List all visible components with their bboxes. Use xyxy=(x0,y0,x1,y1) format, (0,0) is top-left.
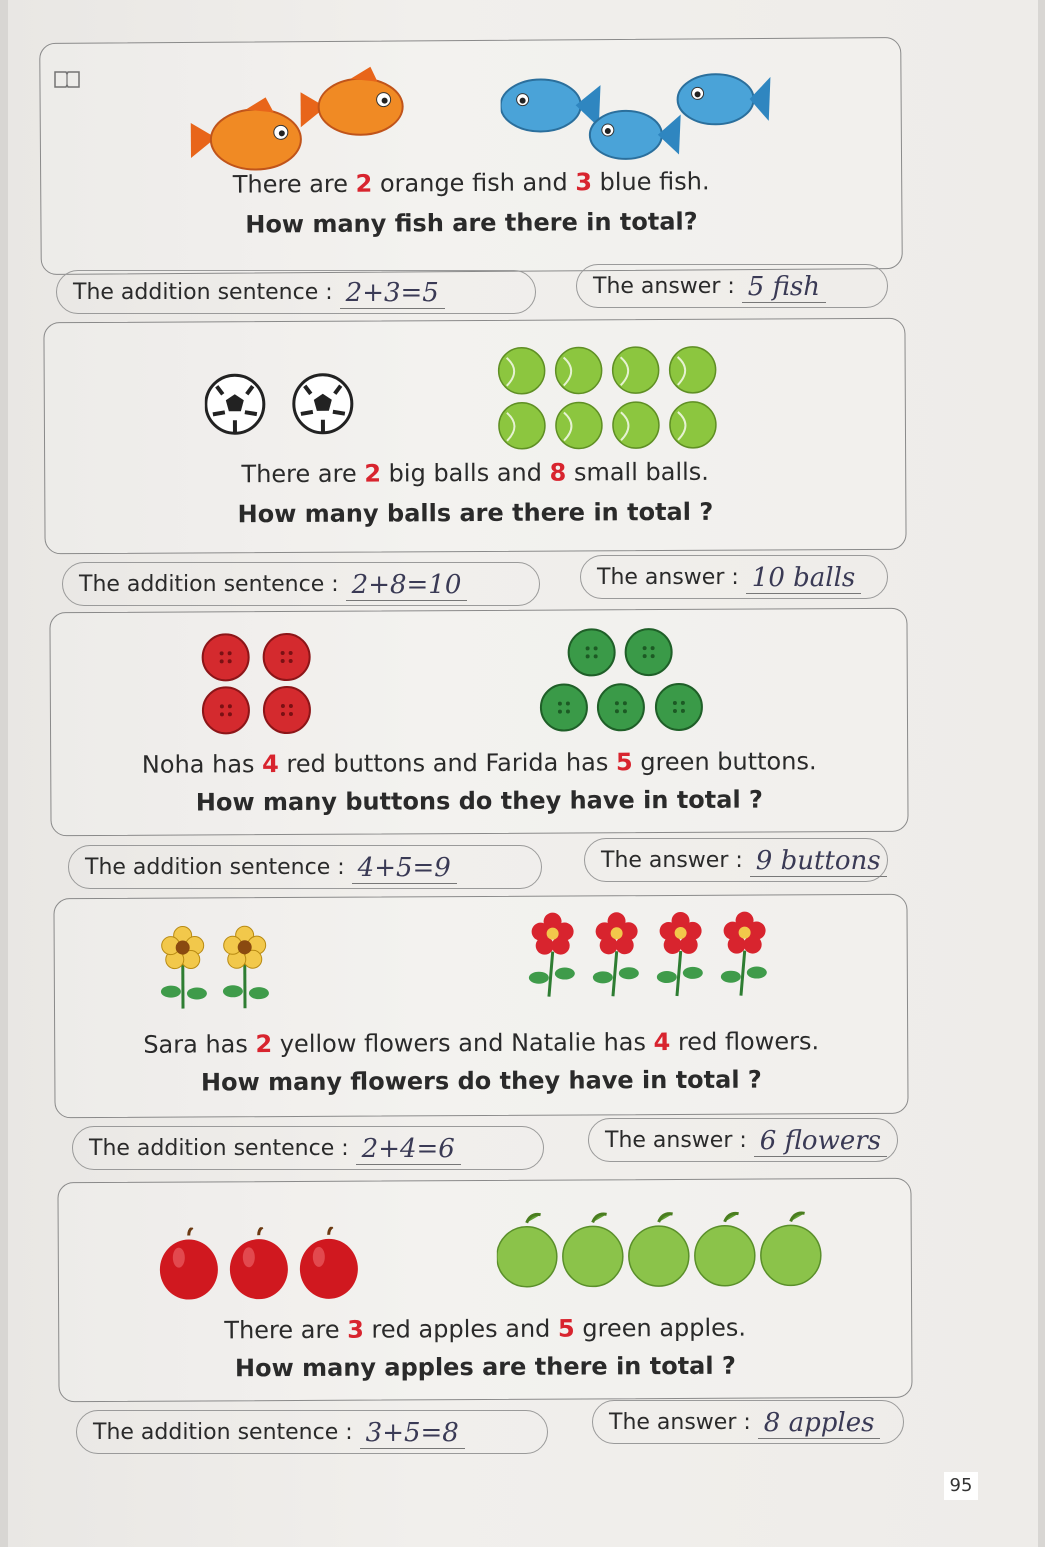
problem-statement: There are 2 orange fish and 3 blue fish. xyxy=(232,167,710,199)
problem-statement: Sara has 2 yellow flowers and Natalie has 4 red flowers. xyxy=(143,1027,820,1059)
green-apple xyxy=(629,1214,689,1287)
problem-question: How many fish are there in total? xyxy=(245,207,698,239)
red-flowers-image xyxy=(525,910,785,1001)
tennis-ball xyxy=(670,347,716,393)
red-apple xyxy=(160,1227,218,1299)
problem-question: How many balls are there in total ? xyxy=(237,497,714,529)
yellow-flower xyxy=(161,926,207,1008)
tennis-ball xyxy=(670,402,716,448)
blue-fish xyxy=(590,111,681,160)
problem-statement: There are 2 big balls and 8 small balls. xyxy=(241,457,709,489)
problem-question: How many buttons do they have in total ? xyxy=(195,785,763,817)
tennis-ball xyxy=(613,402,659,448)
tennis-balls-image xyxy=(497,345,718,451)
red-flower xyxy=(721,912,767,996)
green-button xyxy=(598,684,644,730)
red-flower xyxy=(657,912,703,996)
problem-card-apples xyxy=(57,1178,912,1402)
green-button xyxy=(569,629,615,675)
green-apple xyxy=(497,1214,557,1287)
green-apple xyxy=(761,1213,821,1286)
red-buttons-image xyxy=(201,632,317,738)
green-button xyxy=(656,684,702,730)
problem-card-buttons xyxy=(49,608,908,836)
answer-field[interactable]: The answer : 9 buttons xyxy=(584,838,888,882)
green-buttons-image xyxy=(538,625,709,736)
tennis-ball xyxy=(556,402,602,448)
answer-field[interactable]: The answer : 8 apples xyxy=(592,1400,904,1444)
answer-field[interactable]: The answer : 6 flowers xyxy=(588,1118,898,1162)
red-apples-image xyxy=(159,1227,364,1303)
orange-fish xyxy=(300,66,402,135)
handwritten-sentence: 2+3=5 xyxy=(340,278,445,309)
orange-fish xyxy=(191,97,301,170)
red-apple xyxy=(300,1227,358,1299)
problem-question: How many flowers do they have in total ? xyxy=(200,1065,762,1097)
yellow-flower xyxy=(223,926,269,1008)
addition-sentence-field[interactable]: The addition sentence : 2+8=10 xyxy=(62,562,540,606)
handwritten-answer: 5 fish xyxy=(742,272,826,303)
red-apple xyxy=(230,1227,288,1299)
green-button xyxy=(541,684,587,730)
tennis-ball xyxy=(556,347,602,393)
green-apple xyxy=(695,1213,755,1286)
problem-statement: There are 3 red apples and 5 green apples. xyxy=(224,1313,747,1345)
addition-sentence-field[interactable]: The addition sentence : 4+5=9 xyxy=(68,845,542,889)
answer-field[interactable]: The answer : 10 balls xyxy=(580,555,888,599)
workbook-page xyxy=(8,0,1038,1547)
addition-sentence-field[interactable]: The addition sentence : 3+5=8 xyxy=(76,1410,548,1454)
red-button xyxy=(264,634,310,680)
soccer-ball xyxy=(206,375,264,433)
problem-question: How many apples are there in total ? xyxy=(234,1351,736,1383)
green-apple xyxy=(563,1214,623,1287)
yellow-flowers-image xyxy=(155,923,285,1014)
orange-fish-image xyxy=(185,61,406,173)
problem-card-balls xyxy=(43,318,906,555)
blue-fish xyxy=(677,74,770,125)
handwritten-answer: 6 flowers xyxy=(754,1126,887,1157)
tennis-ball xyxy=(499,403,545,449)
addition-sentence-field[interactable]: The addition sentence : 2+4=6 xyxy=(72,1126,544,1170)
soccer-balls-image xyxy=(205,372,365,438)
handwritten-answer: 10 balls xyxy=(746,563,861,594)
red-button xyxy=(203,687,249,733)
green-button xyxy=(626,629,672,675)
tennis-ball xyxy=(499,348,545,394)
handwritten-sentence: 4+5=9 xyxy=(352,853,457,884)
problem-card-flowers xyxy=(53,894,908,1118)
red-flower xyxy=(593,912,639,996)
red-button xyxy=(264,687,310,733)
green-apples-image xyxy=(497,1209,827,1291)
soccer-ball xyxy=(294,375,352,433)
problem-statement: Noha has 4 red buttons and Farida has 5 green buttons. xyxy=(141,747,817,779)
answer-field[interactable]: The answer : 5 fish xyxy=(576,264,888,308)
handwritten-sentence: 2+8=10 xyxy=(346,570,468,601)
blue-fish-image xyxy=(500,59,771,171)
blue-fish xyxy=(500,79,600,132)
addition-sentence-field[interactable]: The addition sentence : 2+3=5 xyxy=(56,270,536,314)
handwritten-sentence: 2+4=6 xyxy=(356,1134,461,1165)
tennis-ball xyxy=(613,347,659,393)
red-button xyxy=(203,634,249,680)
page-number: 95 xyxy=(944,1472,978,1500)
handwritten-answer: 9 buttons xyxy=(750,846,887,877)
handwritten-sentence: 3+5=8 xyxy=(360,1418,465,1449)
problem-card-fish xyxy=(39,37,903,275)
handwritten-answer: 8 apples xyxy=(758,1408,881,1439)
red-flower xyxy=(529,913,575,997)
